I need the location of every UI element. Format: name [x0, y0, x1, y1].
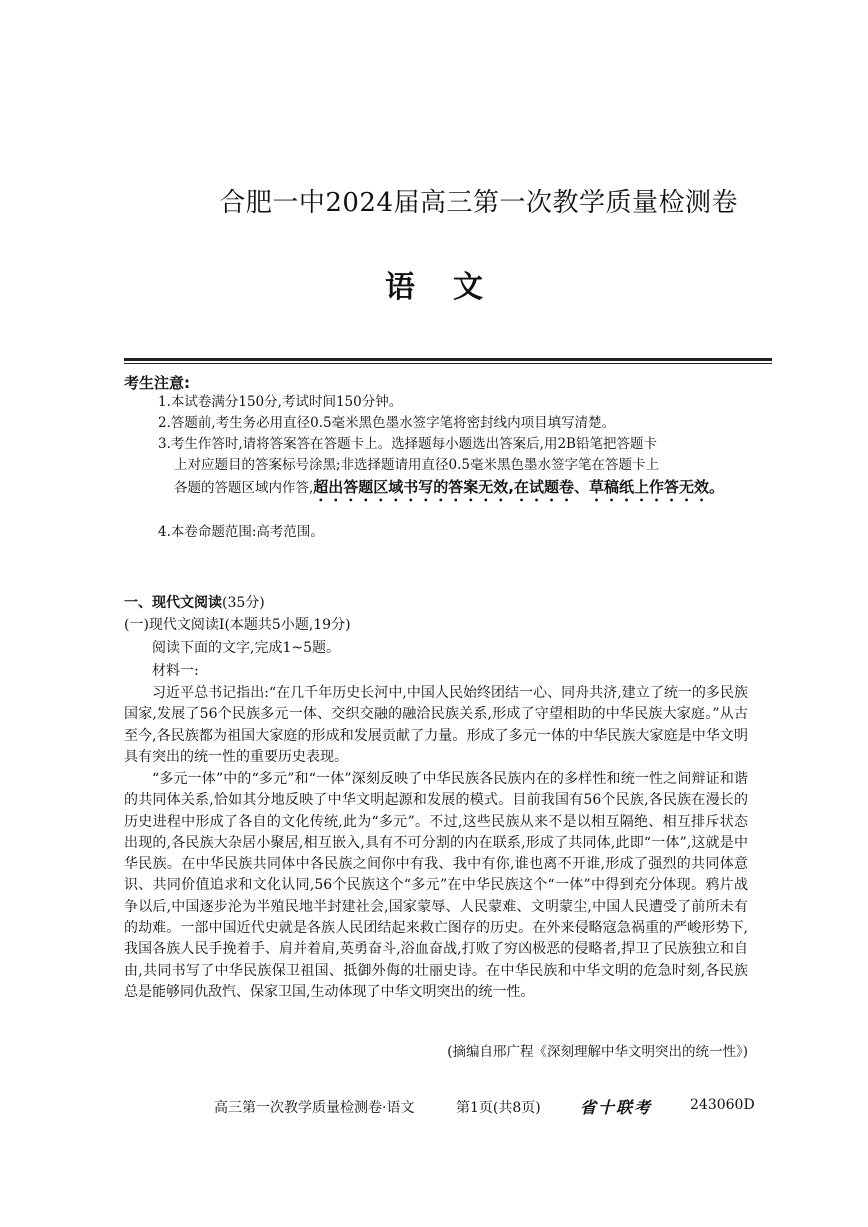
passage-paragraph-1: 习近平总书记指出:“在几千年历史长河中,中国人民始终团结一心、同舟共济,建立了统一的多民族国家,发展了56个民族多元一体、交织交融的融洽民族关系,形成了守望相助的中华民族大家庭。”从古至今,各民族都为祖国大家庭的形成和发展贡献了力量。形成了多元一体的中华民族大家庭是中华文明具有突出的统一性的重要历史表现。	[124, 685, 748, 765]
footer-brand-logo: 省十联考	[580, 1098, 653, 1117]
notice-item-1: 1.本试卷满分150分,考试时间150分钟。	[158, 394, 403, 410]
section-score: (35分)	[222, 595, 265, 611]
notice-item-3-line-2: 上对应题目的答案标号涂黑;非选择题请用直径0.5毫米黑色墨水签字笔在答题卡上	[174, 457, 660, 473]
section-heading	[124, 592, 265, 612]
footer-page-number: 第1页(共8页)	[456, 1100, 541, 1116]
passage-source: (摘编自邢广程《深刻理解中华文明突出的统一性》)	[447, 1044, 748, 1060]
material-label: 材料一:	[152, 663, 199, 679]
instruction: 阅读下面的文字,完成1~5题。	[152, 640, 340, 656]
notice-item-3-line-3	[158, 476, 768, 505]
header-divider	[124, 358, 772, 364]
notice-item-3-line-1: 3.考生作答时,请将答案答在答题卡上。选择题每小题选出答案后,用2B铅笔把答题卡	[158, 436, 657, 452]
notice-emphasis: 超出答题区域书写的答案无效,在试题卷、草稿纸上作答无效。	[313, 478, 724, 496]
notice-item-2: 2.答题前,考生务必用直径0.5毫米黑色墨水签字笔将密封线内项目填写清楚。	[158, 415, 616, 431]
footer-code: 243060D	[690, 1097, 755, 1113]
notice-item-3	[158, 434, 768, 505]
notice-item-3-plain: 各题的答题区域内作答,	[174, 480, 314, 496]
section-title: 一、现代文阅读	[124, 595, 222, 611]
exam-title: 合肥一中2024届高三第一次教学质量检测卷	[219, 188, 738, 218]
subject-title: 语文	[385, 270, 521, 305]
footer-title: 高三第一次教学质量检测卷·语文	[214, 1100, 415, 1116]
notice-item-4: 4.本卷命题范围:高考范围。	[158, 524, 324, 540]
subsection-heading: (一)现代文阅读Ⅰ(本题共5小题,19分)	[124, 617, 351, 633]
passage-paragraph-2: “多元一体”中的“多元”和“一体”深刻反映了中华民族各民族内在的多样性和统一性之间辩证和谐的共同体关系,恰如其分地反映了中华文明起源和发展的模式。目前我国有56个民族,各民族在漫长的历史进程中形成了各自的文化传统,此为“多元”。不过,这些民族从来不是以相互隔绝、相互排斥状态出现的,各民族大杂居小聚居,相互嵌入,具有不可分割的内在联系,形成了共同体,此即“一体”,这就是中华民族。在中华民族共同体中各民族之间你中有我、我中有你,谁也离不开谁,形成了强烈的共同体意识、共同价值追求和文化认同,56个民族这个“多元”在中华民族这个“一体”中得到充分体现。鸦片战争以后,中国逐步沦为半殖民地半封建社会,国家蒙辱、人民蒙难、文明蒙尘,中国人民遭受了前所未有的劫难。一部中国近代史就是各族人民团结起来救亡图存的历史。在外来侵略寇急祸重的严峻形势下,我国各族人民手挽着手、肩并着肩,英勇奋斗,浴血奋战,打败了穷凶极恶的侵略者,捍卫了民族独立和自由,共同书写了中华民族保卫祖国、抵御外侮的壮丽史诗。在中华民族和中华文明的危急时刻,各民族总是能够同仇敌忾、保家卫国,生动体现了中华文明突出的统一性。	[124, 771, 748, 1000]
notice-heading: 考生注意:	[124, 374, 190, 392]
